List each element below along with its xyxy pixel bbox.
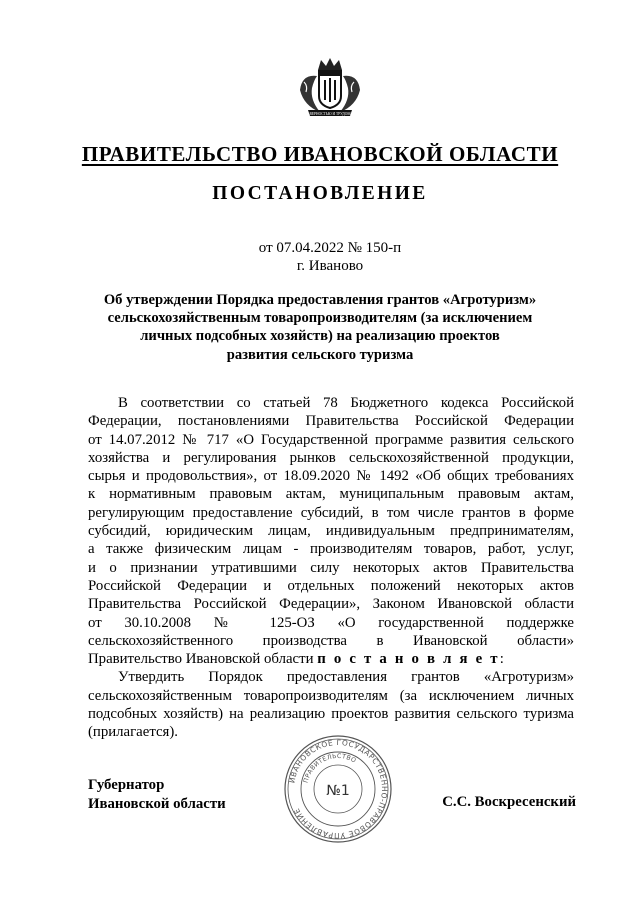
- document-number-date: от 07.04.2022 № 150-п: [258, 240, 402, 256]
- body-line: сельскохозяйственным товаропроизводителям (за исключением личных: [88, 687, 574, 704]
- decree-word: п о с т а н о в л я е т: [317, 651, 500, 668]
- body-line: В соответствии со статьей 78 Бюджетного кодекса Российской: [118, 395, 574, 411]
- body-line: сырья и продовольствия», от 18.09.2020 № 1492 «Об общих требованиях: [88, 468, 574, 485]
- body-line: от 14.07.2012 № 717 «О Государственной программе развития сельского: [88, 431, 574, 448]
- body-line: Российской Федерации и отдельных положений некоторых актов: [88, 577, 574, 594]
- body-line: и о признании утратившими силу некоторых актов Правительства: [88, 559, 574, 576]
- body-line: сельскохозяйственного производства в Ивановской области»: [88, 632, 574, 649]
- body-line: хозяйства и регулирования рынков сельскохозяйственной продукции,: [88, 449, 574, 466]
- body-line: (прилагается).: [88, 724, 178, 741]
- signatory-title-line: Губернатор: [88, 777, 165, 793]
- stamp-number: №1: [326, 783, 350, 799]
- document-city: г. Иваново: [296, 258, 364, 274]
- stamp-outer-text: ИВАНОВСКОЕ ГОСУДАРСТВЕННО-ПРАВОВОЕ УПРАВЛЕНИЕ: [287, 737, 390, 841]
- signatory-title-line: Ивановской области: [88, 795, 226, 812]
- organization-title: ПРАВИТЕЛЬСТВО ИВАНОВСКОЙ ОБЛАСТИ: [81, 142, 559, 166]
- signatory-name: С.С. Воскресенский: [442, 794, 576, 810]
- document-subject: [0, 291, 640, 364]
- document-type: ПОСТАНОВЛЕНИЕ: [212, 183, 428, 204]
- decree-subject: Правительство Ивановской области: [88, 651, 314, 668]
- body-line: к нормативным правовым актам, муниципальным правовым актам,: [88, 486, 574, 503]
- body-line: а также физическим лицам - производителям товаров, работ, услуг,: [88, 541, 574, 558]
- subject-line: сельскохозяйственным товаропроизводителям (за исключением: [107, 310, 533, 327]
- subject-line: личных подсобных хозяйств) на реализацию проектов: [140, 328, 500, 345]
- signatory-title: [88, 776, 226, 813]
- body-line-decree: [88, 650, 574, 668]
- decree-colon: :: [499, 651, 504, 668]
- stamp-inner-text: ПРАВИТЕЛЬСТВО: [302, 752, 358, 784]
- body-line: регулирующим предоставление субсидий, в том числе грантов в форме: [88, 504, 574, 521]
- body-line: подсобных хозяйств) на реализацию проектов развития сельского туризма: [88, 706, 574, 723]
- official-stamp: [283, 734, 393, 844]
- body-line: Федерации, постановлениями Правительства Российской Федерации: [88, 413, 574, 430]
- emblem-motto: ВЕРНОСТЬЮ И ТРУДОМ: [309, 111, 351, 116]
- coat-of-arms-icon: [290, 56, 370, 122]
- body-line: Правительства Российской Федерации», Законом Ивановской области: [88, 596, 574, 613]
- body-line: от 30.10.2008 № 125-ОЗ «О государственной поддержке: [88, 614, 574, 631]
- subject-line: развития сельского туризма: [226, 346, 414, 363]
- body-line: субсидий, юридическим лицам, индивидуальным предпринимателям,: [88, 523, 574, 540]
- document-body: [88, 394, 574, 742]
- body-line: Утвердить Порядок предоставления грантов «Агротуризм»: [118, 669, 574, 686]
- subject-line: Об утверждении Порядка предоставления грантов «Агротуризм»: [103, 292, 537, 308]
